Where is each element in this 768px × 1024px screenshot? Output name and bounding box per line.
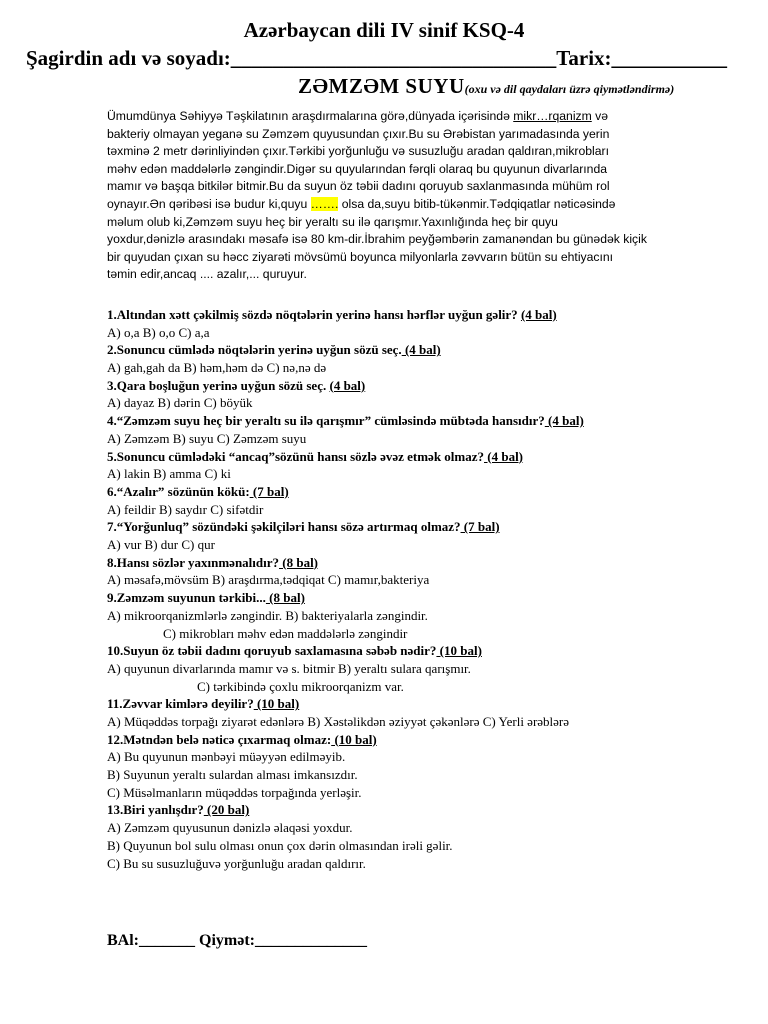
- passage-title-main: ZƏMZƏM SUYU: [298, 74, 465, 98]
- question-options: A) vur B) dur C) qur: [107, 537, 215, 553]
- question-options: A) mikroorqanizmlərlə zəngindir. B) bakteriyalarla zəngindir.: [107, 607, 428, 623]
- question-points: (7 bal): [249, 483, 289, 499]
- reading-passage: [107, 108, 717, 284]
- passage-line: təxminə 2 metr dərinliyindən çıxır.Tərkibi yorğunluğu və susuzluğu aradan qaldıran,mikrobları: [107, 144, 609, 159]
- question-options: C) tərkibində çoxlu mikroorqanizm var.: [197, 678, 404, 694]
- question-text: 1.Altından xətt çəkilmiş sözdə nöqtələrin yerinə hansı hərflər uyğun gəlir?: [107, 307, 521, 322]
- question-options: A) gah,gah da B) həm,həm də C) nə,nə də: [107, 360, 327, 376]
- question-11: [107, 695, 727, 713]
- question-text: 12.Mətndən belə nəticə çıxarmaq olmaz:: [107, 731, 332, 747]
- question-text: 4.“Zəmzəm suyu heç bir yeraltı su ilə qarışmır” cümləsində mübtəda hansıdır?: [107, 413, 545, 429]
- question-text: 8.Hansı sözlər yaxınmənalıdır?: [107, 554, 280, 570]
- question-text: 6.“Azalır” sözünün kökü:: [107, 483, 250, 499]
- question-points: (4 bal): [544, 413, 584, 429]
- passage-line: bir quyudan çıxan su həcc ziyarəti mövsümü boyunca milyonlarla zəvvarın bütün su ehtiyacını: [107, 249, 614, 264]
- passage-text: olsa da,suyu bitib-tükənmir.Tədqiqatlar nəticəsində: [338, 196, 616, 211]
- question-points: (4 bal): [484, 448, 524, 464]
- passage-line: bakteriy olmayan yeganə su Zəmzəm quyusundan çıxır.Bu su Ərəbistan yarımadasında yerin: [107, 126, 610, 141]
- question-options: A) feildir B) saydır C) sifətdir: [107, 501, 264, 517]
- student-name-date-line: Şagirdin adı və soyadı:_______________________________Tarix:___________: [26, 46, 728, 70]
- score-line: BAl:_______ Qiymət:______________: [107, 932, 367, 949]
- passage-line: məlum olub ki,Zəmzəm suyu heç bir yeraltı su ilə qarışmır.Yaxınlığında heç bir quyu: [107, 214, 558, 229]
- question-text: 5.Sonuncu cümlədəki “ancaq”sözünü hansı sözlə əvəz etmək olmaz?: [107, 448, 485, 464]
- question-5: [107, 448, 727, 466]
- passage-line: [107, 196, 717, 214]
- question-2: [107, 341, 727, 359]
- question-options: A) quyunun divarlarında mamır və s. bitmir B) yeraltı sulara qarışmır.: [107, 660, 471, 676]
- question-points: (20 bal): [203, 802, 250, 818]
- question-points: (10 bal): [253, 696, 300, 712]
- question-text: 13.Biri yanlışdır?: [107, 802, 204, 818]
- question-text: 11.Zəvvar kimlərə deyilir?: [107, 696, 254, 712]
- question-options: B) Quyunun bol sulu olması onun çox dərin olmasından irəli gəlir.: [107, 837, 453, 853]
- question-options: C) Bu su susuzluğuvə yorğunluğu aradan qaldırır.: [107, 855, 366, 871]
- passage-line: [107, 108, 717, 126]
- passage-line: yoxdur,dənizlə arasındakı məsafə isə 80 km-dir.İbrahim peyğəmbərin zamanəndan bu günədək kiçik: [107, 232, 647, 247]
- question-3: [107, 377, 727, 395]
- passage-text: və: [591, 109, 609, 123]
- highlighted-blank: …….: [310, 196, 339, 211]
- question-options: A) o,a B) o,o C) a,a: [107, 324, 210, 340]
- question-points: (4 bal): [520, 307, 557, 322]
- question-options: A) məsafə,mövsüm B) araşdırma,tədqiqat C) mamır,bakteriya: [107, 572, 430, 588]
- question-1: [107, 306, 727, 324]
- question-text: 9.Zəmzəm suyunun tərkibi...: [107, 590, 266, 606]
- question-points: (4 bal): [329, 377, 366, 393]
- question-points: (8 bal): [279, 554, 319, 570]
- question-options: C) Müsəlmanların müqəddəs torpağında yerləşir.: [107, 784, 362, 800]
- underlined-word: mikr…rqanizm: [513, 109, 592, 123]
- question-points: (7 bal): [460, 519, 500, 535]
- question-12: [107, 731, 727, 749]
- question-options: B) Suyunun yeraltı sulardan alması imkansızdır.: [107, 767, 358, 783]
- question-6: [107, 483, 727, 501]
- question-points: (4 bal): [401, 342, 441, 358]
- question-points: (8 bal): [265, 590, 305, 606]
- passage-text: oynayır.Ən qəribəsi isə budur ki,quyu: [107, 196, 311, 211]
- passage-title: [298, 74, 758, 99]
- question-10: [107, 642, 727, 660]
- passage-line: məhv edən maddələrlə zəngindir.Digər su quyularından fərqli olaraq bu quyunun divarlarında: [107, 161, 608, 176]
- question-text: 10.Suyun öz təbii dadını qoruyub saxlamasına səbəb nədir?: [107, 643, 437, 659]
- passage-line: mamır və başqa bitkilər bitmir.Bu da suyun öz təbii dadını qoruyub saxlanmasında mühüm rol: [107, 179, 610, 194]
- passage-line: təmin edir,ancaq .... azalır,... quruyur.: [107, 267, 307, 282]
- question-options: A) Bu quyunun mənbəyi müəyyən edilməyib.: [107, 749, 346, 765]
- question-text: 3.Qara boşluğun yerinə uyğun sözü seç.: [107, 377, 330, 393]
- page-title: Azərbaycan dili IV sinif KSQ-4: [243, 18, 525, 42]
- question-8: [107, 554, 727, 572]
- passage-title-note: (oxu və dil qaydaları üzrə qiymətləndirmə): [464, 82, 675, 96]
- question-text: 2.Sonuncu cümlədə nöqtələrin yerinə uyğun sözü seç.: [107, 342, 402, 358]
- question-options: C) mikrobları məhv edən maddələrlə zəngindir: [163, 625, 408, 641]
- question-points: (10 bal): [331, 731, 377, 747]
- questions-list: [107, 306, 727, 872]
- question-9: [107, 589, 727, 607]
- question-4: [107, 412, 727, 430]
- question-7: [107, 518, 727, 536]
- passage-text: Ümumdünya Səhiyyə Təşkilatının araşdırmalarına görə,dünyada içərisində: [107, 109, 514, 123]
- question-options: A) lakin B) amma C) ki: [107, 466, 231, 482]
- question-options: A) dayaz B) dərin C) böyük: [107, 395, 253, 411]
- question-options: A) Müqəddəs torpağı ziyarət edənlərə B) Xəstəlikdən əziyyət çəkənlərə C) Yerli ərəblərə: [107, 713, 570, 729]
- question-text: 7.“Yorğunluq” sözündəki şəkilçiləri hansı sözə artırmaq olmaz?: [107, 519, 461, 535]
- question-options: A) Zəmzəm quyusunun dənizlə əlaqəsi yoxdur.: [107, 820, 353, 836]
- question-options: A) Zəmzəm B) suyu C) Zəmzəm suyu: [107, 430, 307, 446]
- question-points: (10 bal): [436, 643, 482, 659]
- question-13: [107, 801, 727, 819]
